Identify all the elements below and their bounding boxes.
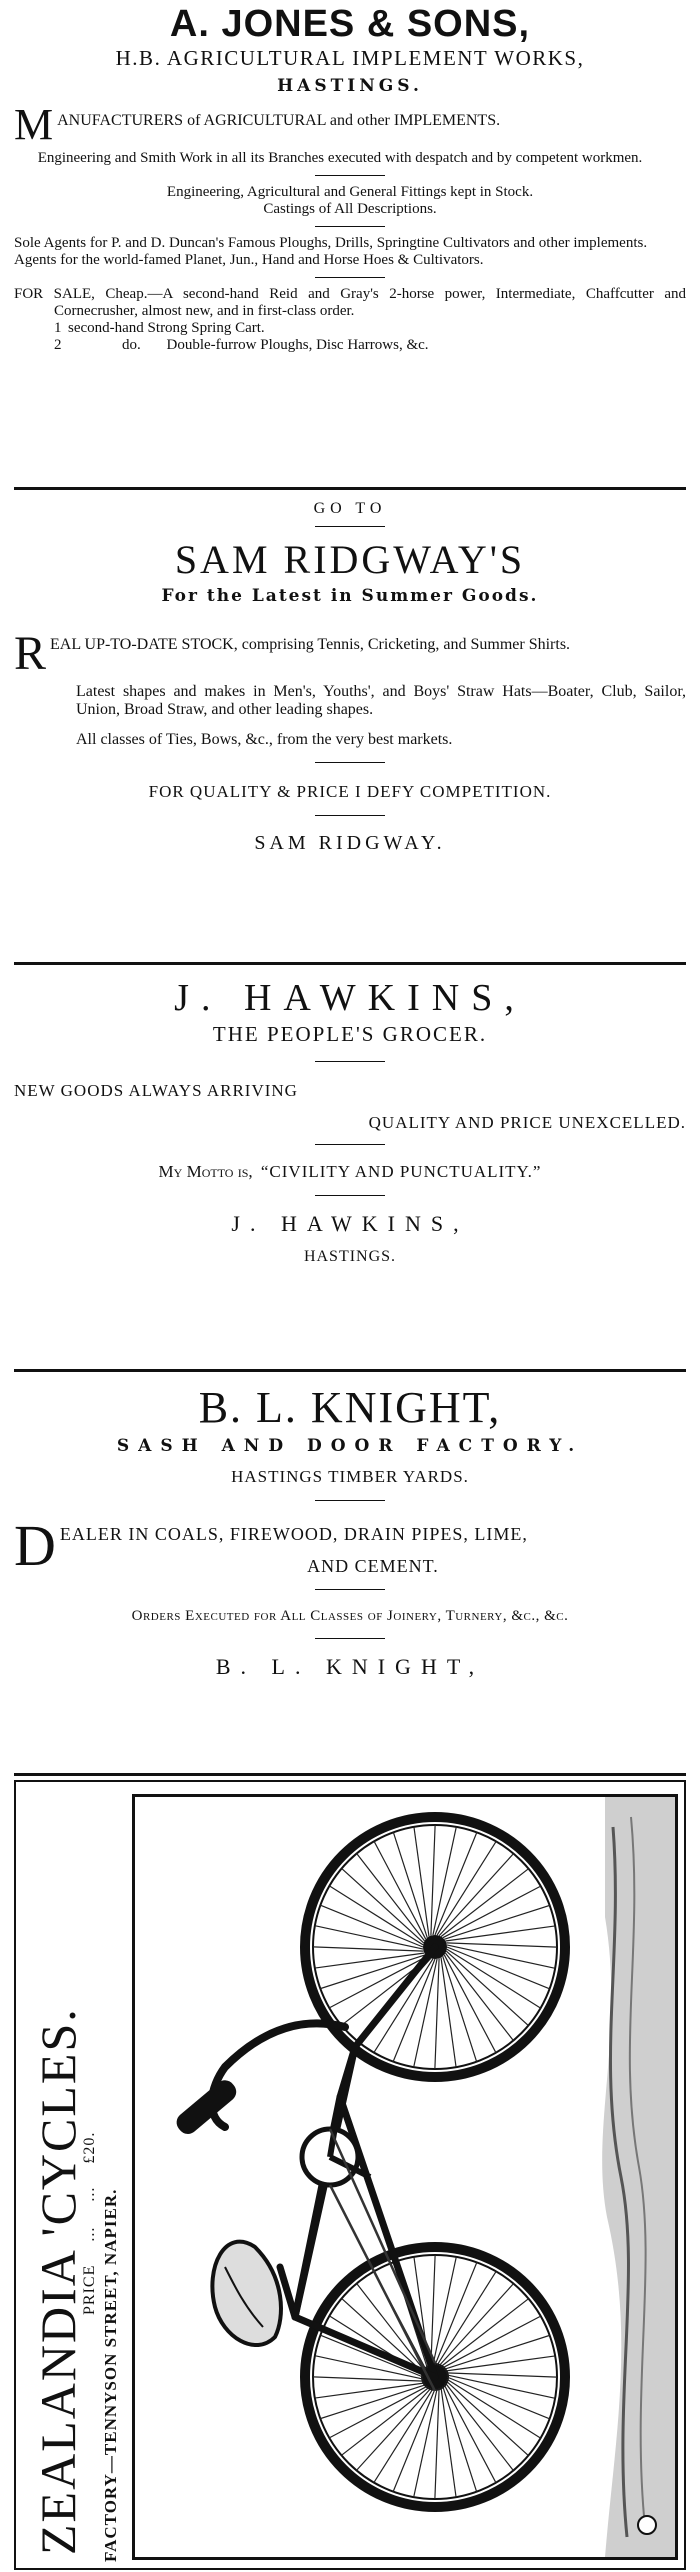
wheel-spoke [356,2388,430,2470]
jones-item-2-do: do. [122,337,141,353]
jones-manufacturers: ANUFACTURERS of AGRICULTURAL and other IMPLEMENTS. [57,112,501,129]
knight-dealer-block [14,1523,686,1577]
jones-item-1-qty: 1 [54,320,62,336]
divider [315,175,385,176]
jones-item-1 [14,320,686,337]
jones-engineering-smith: Engineering and Smith Work in all its Branches executed with despatch and by competent workmen. [37,150,643,166]
jones-agents: Agents for the world-famed Planet, Jun., Hand and Horse Hoes & Cultivators. [14,252,484,268]
jones-castings: Castings of All Descriptions. [263,201,437,217]
ridgway-real: EAL UP-TO-DATE STOCK, comprising Tennis, Cricketing, and Summer Shirts. [50,636,571,653]
wheel-spoke [433,2257,456,2365]
wheel-spoke [313,2377,424,2381]
handlebar-grip [173,2076,241,2138]
wheel-spoke [435,1958,439,2069]
column-rule [14,1773,686,1776]
jones-for-sale: FOR SALE, Cheap.—A second-hand Reid and Gray's 2-horse power, Intermediate, Chaffcutter and Cornecrusher, almost new, and in first-class order. [14,286,686,319]
wheel-spoke [446,1951,528,2025]
divider [315,226,385,227]
hawkins-motto-label: My Motto is, [158,1162,253,1181]
wheel-spoke [320,2335,423,2377]
ridgway-advert [14,498,686,856]
wheel-spoke [374,2389,433,2483]
wheel-spoke [313,1947,424,1951]
knight-orders: Orders Executed for All Classes of Joinery, Turnery, &c., &c. [131,1608,569,1624]
ridgway-go-to: GO TO [313,500,387,517]
ridgway-hats: Latest shapes and makes in Men's, Youths', and Boys' Straw Hats—Boater, Club, Sailor, Union, Broad Straw, and other leading shapes. [76,683,686,718]
wheel-spoke [315,1926,423,1949]
hawkins-town: HASTINGS. [303,1248,397,1265]
ridgway-signature: SAM RIDGWAY. [254,832,446,854]
jones-item-2-text: Double-furrow Ploughs, Disc Harrows, &c. [166,337,429,353]
makers-mark [638,2516,656,2534]
wheel-spoke [414,1959,437,2067]
divider [315,815,385,816]
wheel-spoke [447,2379,541,2438]
divider [315,526,385,527]
wheel-spoke [435,2262,477,2365]
wheel-spoke [342,1868,424,1942]
wheel-spoke [414,2389,437,2497]
hawkins-quality: QUALITY AND PRICE UNEXCELLED. [368,1113,686,1132]
jones-item-2 [14,337,686,354]
wheel-spoke [431,2255,435,2366]
wheel-spoke [437,1841,496,1935]
knight-signature: B. L. KNIGHT, [215,1654,485,1679]
knight-dealer-2: AND CEMENT. [307,1556,439,1576]
column-rule [14,1369,686,1372]
knight-yards: HASTINGS TIMBER YARDS. [231,1467,469,1486]
knight-dealer: EALER IN COALS, FIREWOOD, DRAIN PIPES, LIME, [59,1524,528,1544]
bicycle-illustration [135,1797,675,2557]
divider [315,1638,385,1639]
zealandia-price-line [80,2132,100,2315]
hawkins-signature: J. HAWKINS, [231,1211,469,1236]
ridgway-quality: FOR QUALITY & PRICE I DEFY COMPETITION. [148,782,552,801]
jones-town: HASTINGS. [277,76,423,96]
wheel-spoke [435,2388,439,2499]
column-rule [14,962,686,965]
zealandia-advert [14,1780,686,2570]
bicycle-illustration-frame [132,1794,678,2560]
knight-drop-letter: D [14,1523,56,1577]
zealandia-price: £20. [81,2131,98,2164]
jones-sole-agents: Sole Agents for P. and D. Duncan's Famous Ploughs, Drills, Springtine Cultivators and other implements. [14,235,648,251]
hawkins-motto-line [14,1161,686,1183]
divider [315,277,385,278]
handlebars [212,2023,345,2127]
saddle [212,2242,281,2345]
wheel-spoke [433,1827,456,1935]
divider [315,1500,385,1501]
ridgway-ties: All classes of Ties, Bows, &c., from the very best markets. [76,731,453,748]
zealandia-title: ZEALANDIA 'CYCLES. [30,2007,86,2555]
hawkins-subtitle: THE PEOPLE'S GROCER. [212,1022,488,1046]
knight-factory: SASH AND DOOR FACTORY. [116,1436,584,1456]
wheel-spoke [439,1854,513,1936]
divider [315,1144,385,1145]
hawkins-name: J. HAWKINS, [174,977,526,1019]
wheel-spoke [447,2377,550,2419]
divider [315,1195,385,1196]
knight-name: B. L. KNIGHT, [198,1383,502,1432]
ridgway-tagline: For the Latest in Summer Goods. [161,586,539,606]
jones-manufacturers-block [14,106,686,144]
hawkins-motto: “CIVILITY AND PUNCTUALITY.” [260,1162,542,1181]
jones-item-2-qty: 2 [54,337,62,353]
jones-drop-letter: M [14,106,54,144]
wheel-spoke [446,2373,557,2377]
wheel-spoke [393,2389,435,2492]
zealandia-price-dots: ... ... [81,2186,98,2242]
jones-works: H.B. AGRICULTURAL IMPLEMENT WORKS, [115,46,585,70]
wheel-spoke [329,1886,423,1945]
scenery-shading [602,1797,675,2557]
jones-item-1-text: second-hand Strong Spring Cart. [68,320,265,336]
wheel-spoke [447,1947,550,1989]
hawkins-advert [14,975,686,1268]
wheel-spoke [446,2381,528,2455]
ridgway-name: SAM RIDGWAY'S [174,537,526,582]
wheel-spoke [447,2375,555,2398]
ridgway-real-block [14,635,686,673]
wheel-spoke [320,1905,423,1947]
wheel-spoke [439,2284,513,2366]
wheel-spoke [435,1832,477,1935]
ridgway-drop-letter: R [14,635,47,673]
zealandia-factory: FACTORY—TENNYSON STREET, NAPIER. [101,2188,120,2562]
jones-fittings: Engineering, Agricultural and General Fittings kept in Stock. [166,184,534,200]
column-rule [14,487,686,490]
wheel-spoke [447,1945,555,1968]
wheel-spoke [446,1943,557,1947]
wheel-spoke [431,1825,435,1936]
hawkins-new-goods: NEW GOODS ALWAYS ARRIVING [14,1081,298,1100]
wheel-spoke [374,1959,433,2053]
wheel-spoke [437,2271,496,2365]
wheel-spoke [447,1949,541,2008]
jones-advert [14,0,686,354]
divider [315,762,385,763]
divider [315,1589,385,1590]
divider [315,1061,385,1062]
knight-advert [14,1382,686,1681]
zealandia-price-label: PRICE [81,2264,98,2315]
jones-name: A. JONES & SONS, [169,3,531,45]
